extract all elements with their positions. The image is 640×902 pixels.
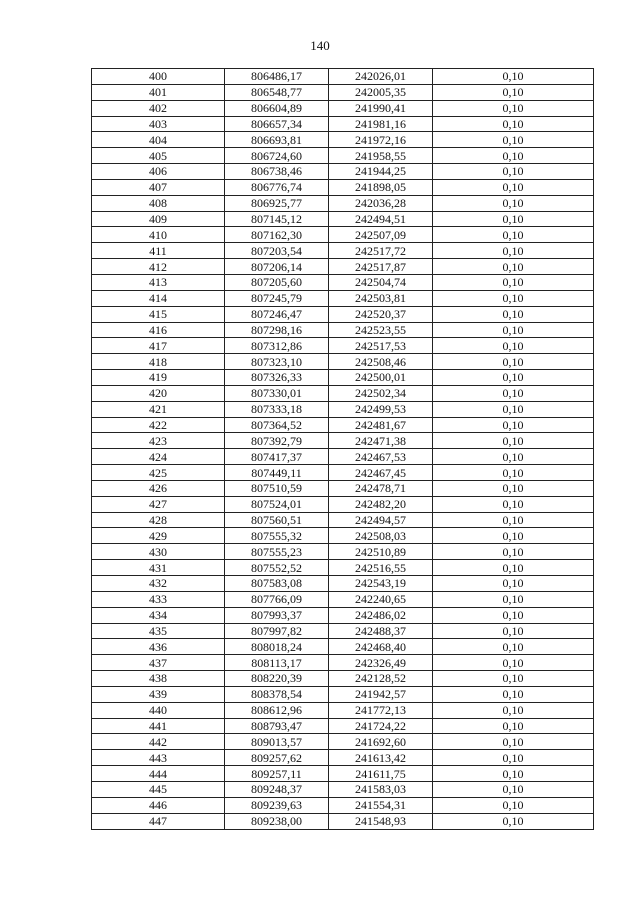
table-row: [92, 385, 594, 401]
x-coordinate-cell: 807206,14: [225, 259, 329, 275]
x-coordinate-cell: 807333,18: [225, 401, 329, 417]
x-coordinate-cell: 806738,46: [225, 164, 329, 180]
point-number-cell: 418: [92, 354, 225, 370]
x-coordinate-cell: 807203,54: [225, 243, 329, 259]
y-coordinate-cell: 242504,74: [329, 274, 433, 290]
point-number-cell: 404: [92, 132, 225, 148]
y-coordinate-cell: 242508,46: [329, 354, 433, 370]
table-row: [92, 243, 594, 259]
point-number-cell: 419: [92, 370, 225, 386]
x-coordinate-cell: 809238,00: [225, 813, 329, 829]
accuracy-cell: 0,10: [433, 781, 594, 797]
accuracy-cell: 0,10: [433, 164, 594, 180]
page-number: 140: [310, 38, 330, 53]
y-coordinate-cell: 241724,22: [329, 718, 433, 734]
x-coordinate-cell: 806724,60: [225, 148, 329, 164]
coordinates-table: [91, 68, 594, 830]
x-coordinate-cell: 807245,79: [225, 290, 329, 306]
x-coordinate-cell: 809257,62: [225, 750, 329, 766]
accuracy-cell: 0,10: [433, 401, 594, 417]
y-coordinate-cell: 242467,53: [329, 449, 433, 465]
y-coordinate-cell: 242503,81: [329, 290, 433, 306]
y-coordinate-cell: 241692,60: [329, 734, 433, 750]
point-number-cell: 405: [92, 148, 225, 164]
y-coordinate-cell: 241611,75: [329, 766, 433, 782]
y-coordinate-cell: 242523,55: [329, 322, 433, 338]
table-row: [92, 306, 594, 322]
accuracy-cell: 0,10: [433, 528, 594, 544]
point-number-cell: 430: [92, 544, 225, 560]
accuracy-cell: 0,10: [433, 639, 594, 655]
accuracy-cell: 0,10: [433, 671, 594, 687]
point-number-cell: 434: [92, 607, 225, 623]
accuracy-cell: 0,10: [433, 322, 594, 338]
point-number-cell: 412: [92, 259, 225, 275]
x-coordinate-cell: 807162,30: [225, 227, 329, 243]
accuracy-cell: 0,10: [433, 686, 594, 702]
x-coordinate-cell: 806604,89: [225, 100, 329, 116]
accuracy-cell: 0,10: [433, 512, 594, 528]
point-number-cell: 410: [92, 227, 225, 243]
table-row: [92, 354, 594, 370]
accuracy-cell: 0,10: [433, 306, 594, 322]
accuracy-cell: 0,10: [433, 560, 594, 576]
x-coordinate-cell: 807323,10: [225, 354, 329, 370]
y-coordinate-cell: 242467,45: [329, 465, 433, 481]
point-number-cell: 417: [92, 338, 225, 354]
point-number-cell: 401: [92, 84, 225, 100]
table-row: [92, 164, 594, 180]
y-coordinate-cell: 242468,40: [329, 639, 433, 655]
table-row: [92, 69, 594, 85]
x-coordinate-cell: 807417,37: [225, 449, 329, 465]
point-number-cell: 411: [92, 243, 225, 259]
point-number-cell: 400: [92, 69, 225, 85]
table-row: [92, 401, 594, 417]
x-coordinate-cell: 808220,39: [225, 671, 329, 687]
table-row: [92, 544, 594, 560]
table-row: [92, 322, 594, 338]
table-row: [92, 290, 594, 306]
table-row: [92, 781, 594, 797]
point-number-cell: 438: [92, 671, 225, 687]
x-coordinate-cell: 807766,09: [225, 591, 329, 607]
y-coordinate-cell: 242510,89: [329, 544, 433, 560]
accuracy-cell: 0,10: [433, 132, 594, 148]
accuracy-cell: 0,10: [433, 69, 594, 85]
y-coordinate-cell: 242543,19: [329, 576, 433, 592]
point-number-cell: 413: [92, 274, 225, 290]
y-coordinate-cell: 241613,42: [329, 750, 433, 766]
accuracy-cell: 0,10: [433, 480, 594, 496]
accuracy-cell: 0,10: [433, 370, 594, 386]
accuracy-cell: 0,10: [433, 465, 594, 481]
x-coordinate-cell: 807555,23: [225, 544, 329, 560]
point-number-cell: 409: [92, 211, 225, 227]
table-row: [92, 211, 594, 227]
point-number-cell: 402: [92, 100, 225, 116]
table-row: [92, 702, 594, 718]
accuracy-cell: 0,10: [433, 84, 594, 100]
x-coordinate-cell: 807326,33: [225, 370, 329, 386]
x-coordinate-cell: 809248,37: [225, 781, 329, 797]
table-row: [92, 417, 594, 433]
accuracy-cell: 0,10: [433, 338, 594, 354]
x-coordinate-cell: 807583,08: [225, 576, 329, 592]
table-row: [92, 797, 594, 813]
x-coordinate-cell: 808018,24: [225, 639, 329, 655]
x-coordinate-cell: 807392,79: [225, 433, 329, 449]
y-coordinate-cell: 242516,55: [329, 560, 433, 576]
x-coordinate-cell: 808793,47: [225, 718, 329, 734]
table-row: [92, 259, 594, 275]
y-coordinate-cell: 242478,71: [329, 480, 433, 496]
accuracy-cell: 0,10: [433, 734, 594, 750]
y-coordinate-cell: 241772,13: [329, 702, 433, 718]
point-number-cell: 435: [92, 623, 225, 639]
accuracy-cell: 0,10: [433, 290, 594, 306]
x-coordinate-cell: 807205,60: [225, 274, 329, 290]
point-number-cell: 423: [92, 433, 225, 449]
y-coordinate-cell: 241898,05: [329, 179, 433, 195]
x-coordinate-cell: 807330,01: [225, 385, 329, 401]
y-coordinate-cell: 242494,57: [329, 512, 433, 528]
table-row: [92, 591, 594, 607]
y-coordinate-cell: 242517,72: [329, 243, 433, 259]
y-coordinate-cell: 242326,49: [329, 655, 433, 671]
y-coordinate-cell: 242517,87: [329, 259, 433, 275]
x-coordinate-cell: 809013,57: [225, 734, 329, 750]
table-row: [92, 274, 594, 290]
point-number-cell: 406: [92, 164, 225, 180]
accuracy-cell: 0,10: [433, 449, 594, 465]
x-coordinate-cell: 807312,86: [225, 338, 329, 354]
table-row: [92, 100, 594, 116]
y-coordinate-cell: 242502,34: [329, 385, 433, 401]
point-number-cell: 441: [92, 718, 225, 734]
table-row: [92, 148, 594, 164]
accuracy-cell: 0,10: [433, 274, 594, 290]
accuracy-cell: 0,10: [433, 211, 594, 227]
table-row: [92, 449, 594, 465]
y-coordinate-cell: 241972,16: [329, 132, 433, 148]
table-row: [92, 132, 594, 148]
x-coordinate-cell: 807524,01: [225, 496, 329, 512]
accuracy-cell: 0,10: [433, 607, 594, 623]
point-number-cell: 439: [92, 686, 225, 702]
table-row: [92, 179, 594, 195]
accuracy-cell: 0,10: [433, 417, 594, 433]
x-coordinate-cell: 809257,11: [225, 766, 329, 782]
table-row: [92, 686, 594, 702]
accuracy-cell: 0,10: [433, 623, 594, 639]
point-number-cell: 429: [92, 528, 225, 544]
table-row: [92, 465, 594, 481]
y-coordinate-cell: 241990,41: [329, 100, 433, 116]
x-coordinate-cell: 806486,17: [225, 69, 329, 85]
accuracy-cell: 0,10: [433, 718, 594, 734]
x-coordinate-cell: 807449,11: [225, 465, 329, 481]
table-row: [92, 734, 594, 750]
table-row: [92, 433, 594, 449]
y-coordinate-cell: 242517,53: [329, 338, 433, 354]
y-coordinate-cell: 242026,01: [329, 69, 433, 85]
table-row: [92, 655, 594, 671]
x-coordinate-cell: 809239,63: [225, 797, 329, 813]
table-row: [92, 813, 594, 829]
y-coordinate-cell: 242036,28: [329, 195, 433, 211]
accuracy-cell: 0,10: [433, 148, 594, 164]
table-row: [92, 607, 594, 623]
point-number-cell: 447: [92, 813, 225, 829]
x-coordinate-cell: 806657,34: [225, 116, 329, 132]
point-number-cell: 428: [92, 512, 225, 528]
table-row: [92, 718, 594, 734]
accuracy-cell: 0,10: [433, 179, 594, 195]
x-coordinate-cell: 806548,77: [225, 84, 329, 100]
point-number-cell: 426: [92, 480, 225, 496]
accuracy-cell: 0,10: [433, 576, 594, 592]
table-row: [92, 195, 594, 211]
y-coordinate-cell: 242508,03: [329, 528, 433, 544]
y-coordinate-cell: 242481,67: [329, 417, 433, 433]
point-number-cell: 445: [92, 781, 225, 797]
point-number-cell: 443: [92, 750, 225, 766]
table-row: [92, 560, 594, 576]
accuracy-cell: 0,10: [433, 591, 594, 607]
table-row: [92, 623, 594, 639]
point-number-cell: 415: [92, 306, 225, 322]
accuracy-cell: 0,10: [433, 655, 594, 671]
y-coordinate-cell: 242507,09: [329, 227, 433, 243]
table-row: [92, 370, 594, 386]
x-coordinate-cell: 808378,54: [225, 686, 329, 702]
table-row: [92, 480, 594, 496]
table-row: [92, 528, 594, 544]
point-number-cell: 421: [92, 401, 225, 417]
x-coordinate-cell: 807997,82: [225, 623, 329, 639]
accuracy-cell: 0,10: [433, 259, 594, 275]
y-coordinate-cell: 242486,02: [329, 607, 433, 623]
y-coordinate-cell: 241583,03: [329, 781, 433, 797]
x-coordinate-cell: 807560,51: [225, 512, 329, 528]
accuracy-cell: 0,10: [433, 227, 594, 243]
point-number-cell: 433: [92, 591, 225, 607]
accuracy-cell: 0,10: [433, 116, 594, 132]
y-coordinate-cell: 241958,55: [329, 148, 433, 164]
point-number-cell: 425: [92, 465, 225, 481]
point-number-cell: 422: [92, 417, 225, 433]
y-coordinate-cell: 241942,57: [329, 686, 433, 702]
table-row: [92, 639, 594, 655]
x-coordinate-cell: 807552,52: [225, 560, 329, 576]
x-coordinate-cell: 807555,32: [225, 528, 329, 544]
y-coordinate-cell: 242499,53: [329, 401, 433, 417]
accuracy-cell: 0,10: [433, 243, 594, 259]
y-coordinate-cell: 242128,52: [329, 671, 433, 687]
accuracy-cell: 0,10: [433, 100, 594, 116]
x-coordinate-cell: 807145,12: [225, 211, 329, 227]
table-row: [92, 766, 594, 782]
y-coordinate-cell: 241554,31: [329, 797, 433, 813]
point-number-cell: 416: [92, 322, 225, 338]
point-number-cell: 432: [92, 576, 225, 592]
accuracy-cell: 0,10: [433, 496, 594, 512]
table-body: [92, 69, 594, 830]
table-row: [92, 116, 594, 132]
x-coordinate-cell: 808113,17: [225, 655, 329, 671]
x-coordinate-cell: 806776,74: [225, 179, 329, 195]
table-row: [92, 227, 594, 243]
table-row: [92, 576, 594, 592]
table-row: [92, 338, 594, 354]
y-coordinate-cell: 242471,38: [329, 433, 433, 449]
table-row: [92, 496, 594, 512]
point-number-cell: 424: [92, 449, 225, 465]
accuracy-cell: 0,10: [433, 813, 594, 829]
point-number-cell: 444: [92, 766, 225, 782]
y-coordinate-cell: 242500,01: [329, 370, 433, 386]
point-number-cell: 407: [92, 179, 225, 195]
point-number-cell: 440: [92, 702, 225, 718]
accuracy-cell: 0,10: [433, 797, 594, 813]
y-coordinate-cell: 242520,37: [329, 306, 433, 322]
y-coordinate-cell: 242482,20: [329, 496, 433, 512]
x-coordinate-cell: 807510,59: [225, 480, 329, 496]
accuracy-cell: 0,10: [433, 433, 594, 449]
point-number-cell: 414: [92, 290, 225, 306]
x-coordinate-cell: 806925,77: [225, 195, 329, 211]
y-coordinate-cell: 241944,25: [329, 164, 433, 180]
table-row: [92, 750, 594, 766]
y-coordinate-cell: 242005,35: [329, 84, 433, 100]
y-coordinate-cell: 242240,65: [329, 591, 433, 607]
point-number-cell: 436: [92, 639, 225, 655]
x-coordinate-cell: 807364,52: [225, 417, 329, 433]
table-row: [92, 512, 594, 528]
point-number-cell: 431: [92, 560, 225, 576]
accuracy-cell: 0,10: [433, 766, 594, 782]
point-number-cell: 437: [92, 655, 225, 671]
accuracy-cell: 0,10: [433, 354, 594, 370]
point-number-cell: 427: [92, 496, 225, 512]
x-coordinate-cell: 808612,96: [225, 702, 329, 718]
accuracy-cell: 0,10: [433, 195, 594, 211]
accuracy-cell: 0,10: [433, 544, 594, 560]
accuracy-cell: 0,10: [433, 750, 594, 766]
point-number-cell: 442: [92, 734, 225, 750]
point-number-cell: 403: [92, 116, 225, 132]
accuracy-cell: 0,10: [433, 385, 594, 401]
y-coordinate-cell: 242494,51: [329, 211, 433, 227]
x-coordinate-cell: 807993,37: [225, 607, 329, 623]
table-row: [92, 671, 594, 687]
y-coordinate-cell: 242488,37: [329, 623, 433, 639]
x-coordinate-cell: 807246,47: [225, 306, 329, 322]
y-coordinate-cell: 241548,93: [329, 813, 433, 829]
point-number-cell: 446: [92, 797, 225, 813]
point-number-cell: 420: [92, 385, 225, 401]
x-coordinate-cell: 807298,16: [225, 322, 329, 338]
table-row: [92, 84, 594, 100]
point-number-cell: 408: [92, 195, 225, 211]
y-coordinate-cell: 241981,16: [329, 116, 433, 132]
x-coordinate-cell: 806693,81: [225, 132, 329, 148]
accuracy-cell: 0,10: [433, 702, 594, 718]
